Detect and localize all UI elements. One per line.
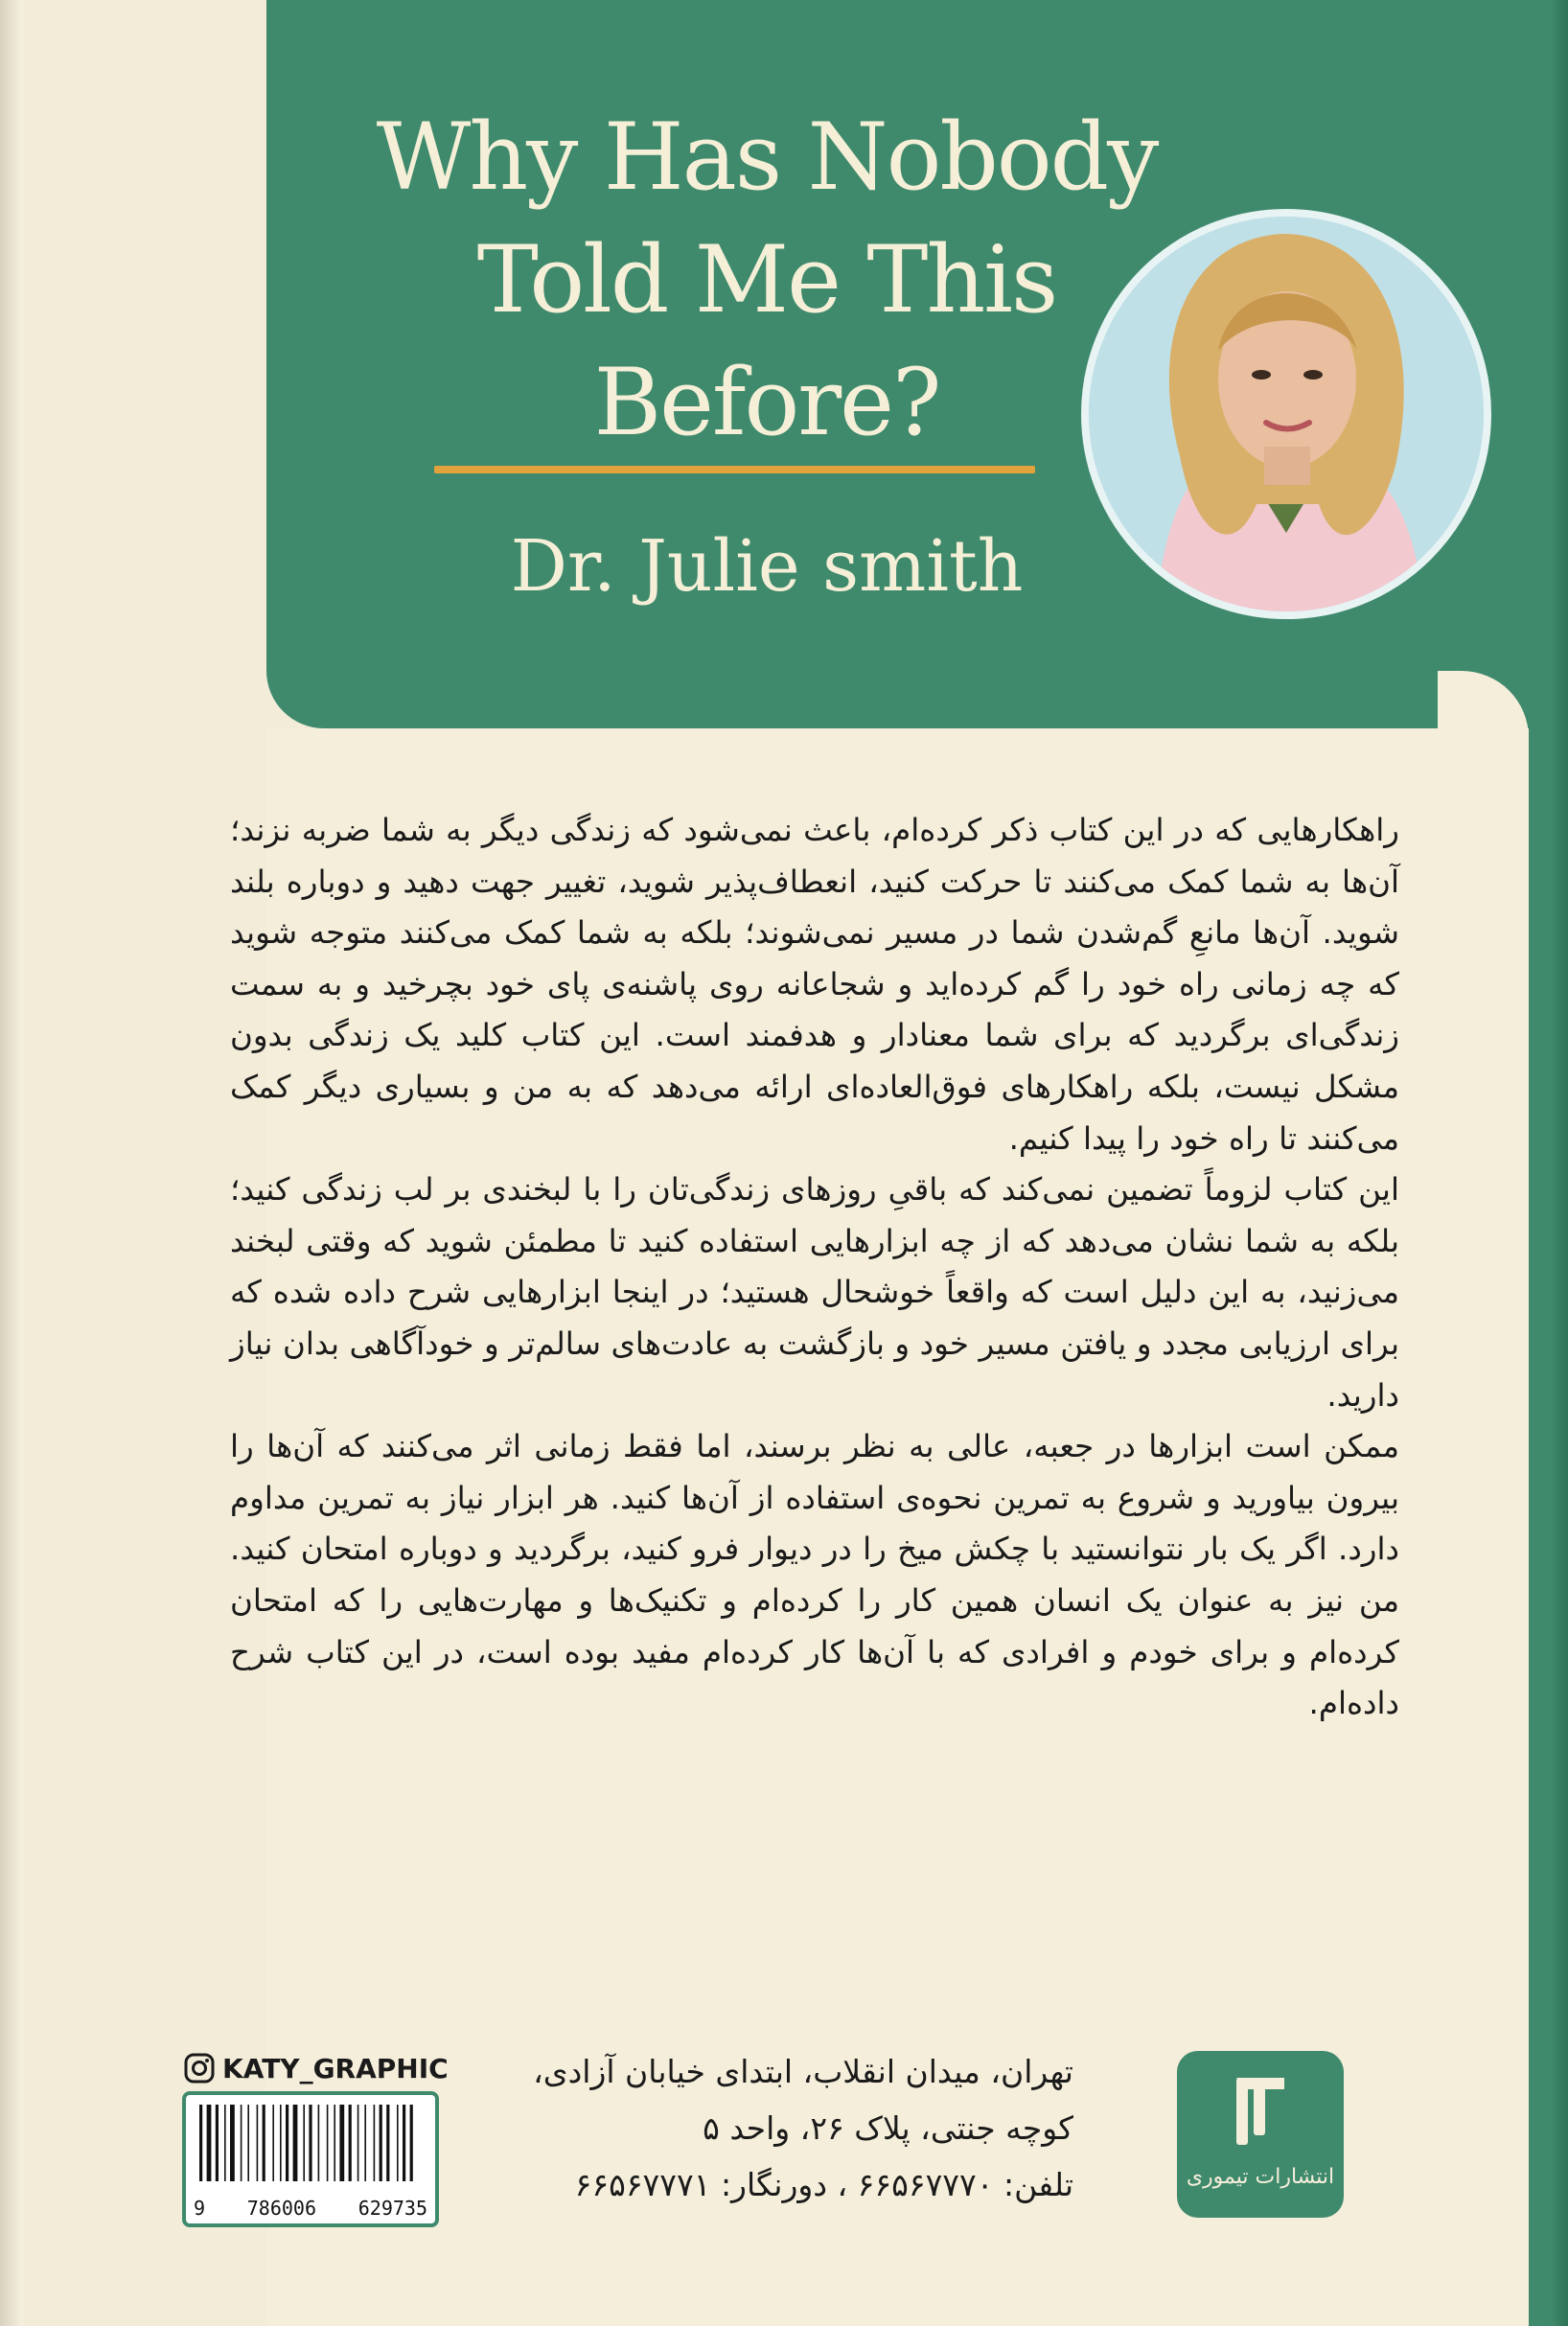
- barcode-bar: [403, 2105, 405, 2181]
- barcode-bar: [380, 2105, 382, 2181]
- barcode-digit-group-3: 629735: [357, 2197, 427, 2220]
- barcode-bar: [318, 2105, 320, 2181]
- publisher-logo-icon: [1177, 2051, 1344, 2218]
- isbn-barcode: [182, 2091, 439, 2227]
- barcode-bar: [397, 2105, 399, 2181]
- title-line-3: Before?: [593, 349, 940, 456]
- blurb-paragraph-2: این کتاب لزوماً تضمین نمی‌کند که باقیِ روزهای زندگی‌تان را با لبخندی بر لب زندگی کنید؛ بلکه به شما نشان می‌دهد که از چه ابزارهایی استفاده کنید تا مطمئن شوید که وقتی لبخند می‌زنید، به این دلیل است که واقعاً خوشحال هستید؛ در اینجا ابزارهایی شرح داده شده که برای ارزیابی مجدد و یافتن مسیر خود و بازگشت به عادت‌های سالم‌تر و خودآگاهی بدان نیاز دارید.: [230, 1171, 1399, 1414]
- blurb-paragraph-1: راهکارهایی که در این کتاب ذکر کرده‌ام، باعث نمی‌شود که زندگی دیگر به شما ضربه نزند؛ آن‌ها به شما کمک می‌کنند تا حرکت کنید، انعطاف‌پذیر شوید، تغییر جهت دهید و دوباره بلند شوید. آن‌ها مانعِ گم‌شدن شما در مسیر نمی‌شوند؛ بلکه به شما کمک می‌کنند متوجه شوید که چه زمانی راه خود را گم کرده‌اید و شجاعانه روی پاشنه‌ی پای خود بچرخید و به سمت زندگی‌ای برگردید که برای شما معنادار و هدفمند است. این کتاب کلید یک زندگی بدون مشکل نیست، بلکه راهکارهای فوق‌العاده‌ای ارائه می‌دهد که به من و بسیاری دیگر کمک می‌کنند تا راه خود را پیدا کنیم.: [230, 812, 1399, 1157]
- barcode-bar: [241, 2105, 242, 2181]
- barcode-bar: [303, 2105, 305, 2181]
- barcode-bar: [357, 2105, 359, 2181]
- barcode-digit-group-2: 786006: [246, 2197, 317, 2220]
- barcode-bar: [216, 2105, 219, 2181]
- book-title: [364, 96, 1169, 464]
- instagram-icon: [184, 2053, 215, 2084]
- barcode-bar: [364, 2105, 366, 2181]
- barcode-bar: [293, 2105, 298, 2181]
- blurb-paragraph-3: ممکن است ابزارها در جعبه، عالی به نظر برسند، اما فقط زمانی اثر می‌کنند که آن‌ها را بیرون بیاورید و شروع به تمرین نحوه‌ی استفاده از آن‌ها کنید. هر ابزار نیاز به تمرین مداوم دارد. اگر یک بار نتوانستید با چکش میخ را در دیوار فرو کنید، برگردید و دوباره امتحان کنید. من نیز به عنوان یک انسان همین کار را کرده‌ام و تکنیک‌ها و مهارت‌هایی را که امتحان کرده‌ام و برای خودم و افرادی که با آن‌ها کار کرده‌ام مفید بوده است، در این کتاب شرح داده‌ام.: [230, 1428, 1399, 1722]
- title-line-2: Told Me This: [476, 226, 1057, 334]
- barcode-bar: [230, 2105, 235, 2181]
- publisher-address: [533, 2043, 1073, 2213]
- author-photo: [1081, 209, 1491, 619]
- author-portrait-icon: [1089, 217, 1484, 611]
- address-line-3: تلفن: ۶۶۵۶۷۷۷۰ ، دورنگار: ۶۶۵۶۷۷۷۱: [574, 2166, 1073, 2203]
- barcode-bar: [224, 2105, 226, 2181]
- barcode-bar: [257, 2105, 259, 2181]
- barcode-bar: [309, 2105, 311, 2181]
- barcode-bar: [349, 2105, 352, 2181]
- book-right-edge: [1551, 0, 1568, 2326]
- blurb-text: [230, 805, 1399, 1730]
- title-line-1: Why Has Nobody: [376, 104, 1158, 211]
- barcode-digits: [194, 2197, 427, 2220]
- barcode-bar: [334, 2105, 335, 2181]
- barcode-bar: [280, 2105, 282, 2181]
- barcode-bar: [286, 2105, 288, 2181]
- book-spine-edge: [0, 0, 23, 2326]
- instagram-handle: KATY_GRAPHIC: [222, 2052, 449, 2084]
- barcode-bar: [247, 2105, 249, 2181]
- designer-credit: [184, 2047, 449, 2089]
- barcode-bar: [199, 2105, 202, 2181]
- author-name: Dr. Julie smith: [510, 525, 1024, 608]
- barcode-bar: [339, 2105, 344, 2181]
- barcode-bar: [410, 2105, 413, 2181]
- barcode-bar: [263, 2105, 265, 2181]
- address-line-1: تهران، میدان انقلاب، ابتدای خیابان آزادی،: [533, 2053, 1073, 2090]
- barcode-bar: [272, 2105, 274, 2181]
- barcode-bar: [374, 2105, 376, 2181]
- barcode-bar: [386, 2105, 389, 2181]
- barcode-bars: [186, 2101, 435, 2200]
- right-green-strip: [1529, 671, 1551, 2326]
- title-divider: [434, 466, 1035, 473]
- barcode-digit-group-1: 9: [194, 2197, 206, 2220]
- barcode-bar: [327, 2105, 329, 2181]
- publisher-logo-text: انتشارات تیموری: [1186, 2165, 1335, 2189]
- address-line-2: کوچه جنتی، پلاک ۲۶، واحد ۵: [703, 2109, 1073, 2147]
- publisher-logo: [1177, 2051, 1344, 2218]
- barcode-bar: [207, 2105, 212, 2181]
